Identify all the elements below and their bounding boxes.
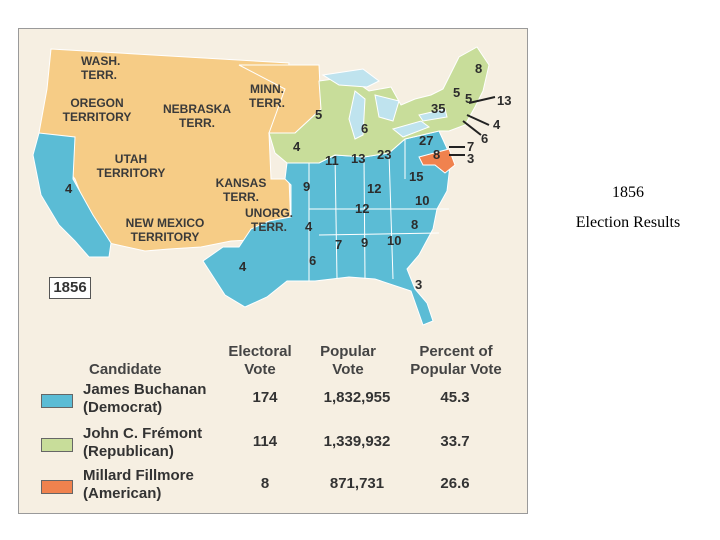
us-map [19,29,528,354]
electoral-vote-label: 4 [305,219,313,234]
territory-label: OREGON [70,96,124,110]
electoral-vote-label: 7 [335,237,343,252]
percent-value: 26.6 [440,475,470,492]
header-popular-line1: Popular [320,343,376,360]
header-candidate: Candidate [89,361,162,378]
territory-label: TERRITORY [130,230,200,244]
electoral-value: 174 [252,389,278,406]
slide-caption [548,178,708,238]
candidate-name [83,467,194,503]
candidate-name [83,425,202,461]
year-label: 1856 [49,277,91,299]
swatch-republican [41,438,73,452]
territory-label: NEW MEXICO [125,216,205,230]
territory-label: TERR. [223,190,259,204]
swatch-democrat [41,394,73,408]
territory-label: UTAH [114,152,148,166]
territory-label: TERRITORY [96,166,166,180]
party-label: (Democrat) [83,399,163,416]
legend-row-fremont [19,425,528,465]
electoral-vote-label: 10 [415,193,430,208]
electoral-vote-label: 6 [309,253,317,268]
electoral-vote-label: 5 [453,85,461,100]
election-figure [18,28,528,514]
electoral-vote-label: 4 [493,117,501,132]
header-percent-line1: Percent of [419,343,493,360]
popular-value: 1,339,932 [323,433,391,450]
electoral-vote-label: 13 [351,151,366,166]
results-legend [19,335,528,514]
header-electoral-line2: Vote [244,361,276,378]
electoral-vote-label: 6 [481,131,489,146]
electoral-vote-label: 6 [361,121,369,136]
candidate-name [83,381,206,417]
percent-value: 45.3 [440,389,470,406]
header-electoral-vote [215,343,305,379]
electoral-vote-label: 12 [355,201,370,216]
swatch-american [41,480,73,494]
caption-year: 1856 [612,184,644,201]
header-percent [401,343,511,379]
territory-label: TERR. [251,220,287,234]
electoral-vote-label: 35 [431,101,446,116]
popular-value: 871,731 [329,475,385,492]
electoral-vote-label: 4 [65,181,73,196]
candidate-label: James Buchanan [83,381,207,398]
candidate-label: Millard Fillmore [83,467,194,484]
electoral-vote-label: 23 [377,147,392,162]
electoral-vote-label: 3 [415,277,423,292]
electoral-vote-label: 8 [411,217,419,232]
popular-value: 1,832,955 [323,389,391,406]
electoral-vote-label: 11 [325,153,339,168]
electoral-vote-label: 9 [303,179,311,194]
electoral-vote-label: 7 [467,139,475,154]
territory-label: TERR. [179,116,215,130]
percent-value: 33.7 [440,433,470,450]
electoral-vote-label: 3 [467,151,475,166]
party-label: (American) [83,485,162,502]
party-label: (Republican) [83,443,174,460]
electoral-vote-label: 5 [465,91,473,106]
territory-label: MINN. [250,82,284,96]
territory-label: KANSAS [215,176,267,190]
electoral-value: 114 [252,433,278,450]
legend-row-buchanan [19,381,528,421]
electoral-vote-label: 10 [387,233,402,248]
territory-label: UNORG. [245,206,293,220]
electoral-vote-label: 8 [433,147,441,162]
electoral-vote-label: 8 [475,61,483,76]
electoral-vote-label: 4 [293,139,301,154]
electoral-vote-label: 9 [361,235,369,250]
electoral-vote-label: 5 [315,107,323,122]
electoral-vote-label: 12 [367,181,382,196]
electoral-vote-label: 13 [497,93,512,108]
header-popular-vote [303,343,393,379]
territory-label: TERRITORY [62,110,132,124]
territory-label: NEBRASKA [162,102,232,116]
electoral-vote-label: 27 [419,133,434,148]
territory-label: TERR. [81,68,117,82]
electoral-vote-label: 4 [239,259,247,274]
candidate-label: John C. Frémont [83,425,203,442]
header-electoral-line1: Electoral [228,343,292,360]
header-popular-line2: Vote [332,361,364,378]
territory-label: TERR. [249,96,285,110]
territory-label: WASH. [81,54,121,68]
legend-row-fillmore [19,467,528,507]
electoral-vote-label: 15 [409,169,424,184]
caption-subtitle: Election Results [575,214,681,231]
electoral-value: 8 [260,475,270,492]
header-percent-line2: Popular Vote [410,361,502,378]
